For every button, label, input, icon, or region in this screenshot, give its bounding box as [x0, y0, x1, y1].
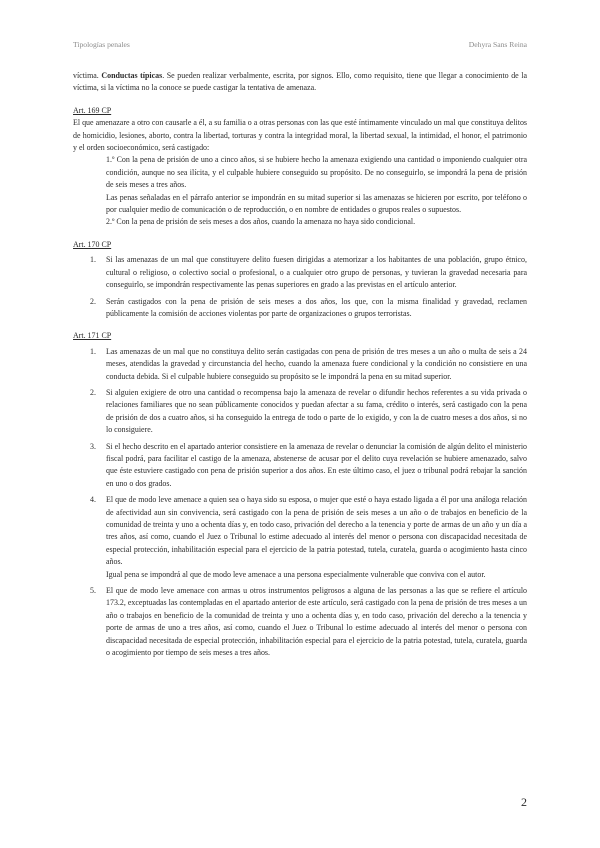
intro-text-2: . Se pueden realizar verbalmente, escrita, por signos. Ello, como requisito, tiene que llegar a conocimiento de la víctima, si la víctima no la conoce se puede castigar la tentativa de amenaza. [73, 71, 528, 93]
list-item [73, 254, 527, 291]
article-169-body: El que amenazare a otro con causarle a él, a su familia o a otras personas con las que esté íntimamente vinculado un mal que constituya delitos de homicidio, lesiones, aborto, contra la libertad, torturas y contra la integridad moral, la libertad sexual, la intimidad, el honor, el patrimonio y el orden socioeconómico, será castigado: [73, 118, 527, 153]
list-item-text: El que de modo leve amenace a quien sea o haya sido su esposa, o mujer que esté o haya estado ligada a él por una análoga relación de afectividad aun sin convivencia, será castigado con la pena de prisión de seis meses a un año o de trabajos en beneficio de la comunidad de treinta y uno a ochenta días y, en todo caso, privación del derecho a la tenencia y porte de armas de un año y un día a tres años, así como, cuando el Juez o Tribunal lo estime adecuado al interés del menor o persona con discapacidad necesitada de especial protección, inhabilitación especial para el ejercicio de la patria potestad, tutela, curatela, guarda o acogimiento hasta cinco años. [106, 495, 527, 567]
list-item [73, 346, 527, 383]
article-169-title: Art. 169 CP [73, 105, 112, 115]
article-169-point-2: 2.º Con la pena de prisión de seis meses a dos años, cuando la amenaza no haya sido condicional. [106, 217, 416, 227]
list-item-number: 2. [90, 387, 96, 397]
list-item-text: Si las amenazas de un mal que constituyere delito fuesen dirigidas a atemorizar a los habitantes de una población, grupo étnico, cultural o religioso, o colectivo social o profesional, o a cualquier otro grupo de personas, y tuvieran la gravedad necesaria para conseguirlo, se impondrán respectivamente las penas superiores en grado a las previstas en el artículo anterior. [106, 255, 527, 290]
list-item-text: Si el hecho descrito en el apartado anterior consistiere en la amenaza de revelar o denunciar la comisión de algún delito el ministerio fiscal podrá, para facilitar el castigo de la amenaza, abstenerse de acusar por el delito cuya revelación se hubiere amenazado, salvo que éste estuviere castigado con pena de prisión superior a dos años. En este último caso, el juez o tribunal podrá rebajar la sanción en uno o dos grados. [106, 441, 527, 488]
list-item-text: El que de modo leve amenace con armas u otros instrumentos peligrosos a alguna de las personas a las que se refiere el artículo 173.2, exceptuadas las contempladas en el apartado anterior de este artículo, será castigado con la pena de prisión de tres meses a un año o trabajos en beneficio de la comunidad de treinta y uno a ochenta días y, en todo caso, privación del derecho a la tenencia y porte de armas de uno a tres años, así como, cuando el Juez o Tribunal lo estime adecuado al interés del menor o persona con discapacidad necesitada de especial protección, inhabilitación especial para el ejercicio de la patria potestad, tutela, curatela, guarda o acogimiento por tiempo de seis meses a tres años. [106, 586, 527, 658]
header-left: Tipologías penales [73, 40, 130, 49]
article-170-list [73, 254, 527, 320]
list-item-extra-text: Igual pena se impondrá al que de modo leve amenace a una persona especialmente vulnerable que conviva con el autor. [106, 569, 486, 579]
page-content [73, 70, 527, 663]
article-170-title: Art. 170 CP [73, 239, 112, 249]
article-171-list [73, 346, 527, 660]
page-number: 2 [521, 795, 527, 809]
header-right: Dehyra Sans Reina [468, 40, 527, 49]
list-item [73, 296, 527, 321]
article-171-title: Art. 171 CP [73, 331, 112, 341]
article-169-paragraph-2: Las penas señaladas en el párrafo anterior se impondrán en su mitad superior si las amenazas se hicieren por escrito, por teléfono o por cualquier medio de comunicación o de reproducción, o en nombre de entidades o grupos reales o supuestos. [106, 192, 527, 215]
intro-bold: Conductas típicas [101, 71, 163, 80]
list-item-text: Si alguien exigiere de otro una cantidad o recompensa bajo la amenaza de revelar o difundir hechos referentes a su vida privada o relaciones familiares que no sean públicamente conocidos y puedan afectar a su fama, crédito o interés, será castigado con la pena de prisión de dos a cuatro años, si ha conseguido la entrega de todo o parte de lo exigido, y con la de cuatro meses a dos años, si no lo consiguiere. [106, 387, 527, 435]
list-item-number: 2. [90, 296, 96, 306]
list-item [73, 441, 527, 491]
list-item [73, 494, 527, 581]
article-169-point-1: 1.º Con la pena de prisión de uno a cinco años, si se hubiere hecho la amenaza exigiendo una cantidad o imponiendo cualquier otra condición, aunque no sea ilícita, y el culpable hubiere conseguido su propósito. De no conseguirlo, se impondrá la pena de prisión de seis meses a tres años. [106, 155, 527, 190]
intro-text-1: víctima. [73, 71, 102, 80]
list-item [73, 387, 527, 437]
list-item-number: 4. [90, 495, 96, 505]
page-header [73, 40, 527, 49]
list-item-text: Serán castigados con la pena de prisión de seis meses a dos años, los que, con la misma finalidad y gravedad, reclamen públicamente la comisión de acciones violentas por parte de organizaciones o grupos terroristas. [106, 296, 527, 318]
list-item-number: 5. [90, 586, 96, 596]
list-item-number: 1. [90, 255, 96, 265]
list-item-number: 3. [90, 441, 96, 451]
intro-paragraph [73, 70, 527, 95]
list-item-number: 1. [90, 346, 96, 356]
list-item-text: Las amenazas de un mal que no constituya delito serán castigadas con pena de prisión de tres meses a un año o multa de seis a 24 meses, atendidas la gravedad y circunstancia del hecho, cuando la amenaza fuere condicional y la condición no consistiere en una conducta debida. Si el culpable hubiere conseguido su propósito se le impondrá la pena en su mitad superior. [106, 346, 527, 381]
list-item [73, 585, 527, 659]
